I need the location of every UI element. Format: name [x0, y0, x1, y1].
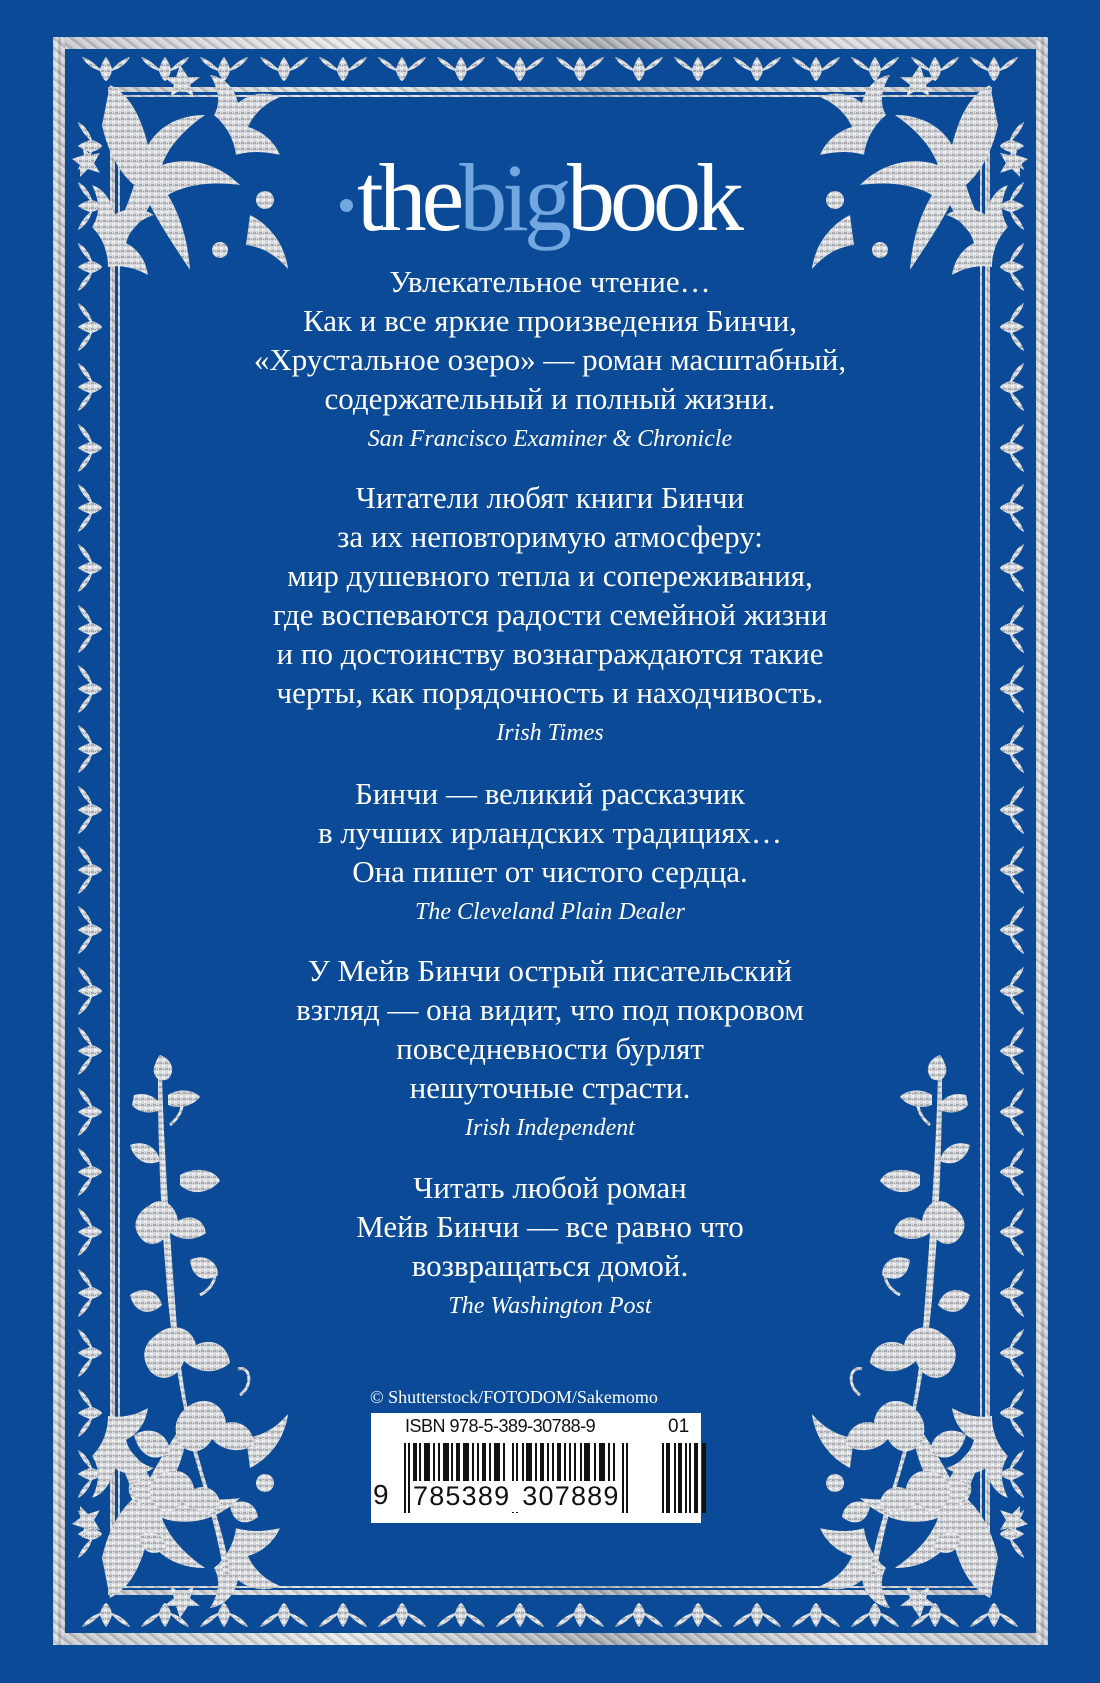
quote-source: The Cleveland Plain Dealer: [415, 899, 685, 925]
quote-line: черты, как порядочность и находчивость.: [276, 675, 824, 710]
frame-band-bottom: [53, 1633, 1048, 1645]
quote-line: Бинчи — великий рассказчик: [355, 776, 745, 811]
quote-source: San Francisco Examiner & Chronicle: [367, 426, 733, 452]
barcode-digit-first: 9: [373, 1479, 389, 1510]
frame-band-right: [1036, 37, 1048, 1645]
quote-line: Как и все яркие произведения Бинчи,: [302, 303, 798, 338]
quote-line: Мейв Бинчи — все равно что: [356, 1209, 744, 1244]
logo-book: book: [566, 144, 739, 251]
barcode-digits-group2: 307889: [522, 1481, 620, 1511]
review-quote: [140, 478, 960, 748]
image-credit: © Shutterstock/FOTODOM/Sakemomo: [370, 1387, 658, 1407]
frame-band-left: [53, 37, 65, 1645]
isbn-barcode: [371, 1413, 701, 1523]
quote-line: Она пишет от чистого сердца.: [352, 854, 748, 889]
quote-line: мир душевного тепла и сопереживания,: [287, 558, 813, 593]
inner-line-left: [110, 87, 115, 1595]
review-quote: [140, 774, 960, 927]
barcode-addon-label: 01: [668, 1416, 690, 1437]
review-quote: [140, 951, 960, 1143]
quote-line: за их неповторимую атмосферу:: [337, 519, 763, 554]
logo-dot-icon: [340, 199, 353, 212]
quote-source: Irish Times: [496, 720, 604, 746]
review-quote: [140, 1168, 960, 1321]
barcode-digits: [411, 1481, 622, 1512]
leaf-border-left: [76, 120, 102, 1560]
quote-line: «Хрустальное озеро» — роман масштабный,: [253, 342, 847, 377]
inner-line-right-thin: [980, 92, 982, 1590]
review-quote: [140, 262, 960, 454]
publisher-logo: [340, 144, 760, 260]
barcode-addon-bars-icon: [662, 1443, 709, 1513]
isbn-label: ISBN 978-5-389-30788-9: [405, 1416, 596, 1436]
quote-source: Irish Independent: [465, 1115, 635, 1141]
quote-line: Читатели любят книги Бинчи: [355, 480, 745, 515]
quote-line: повседневности бурлят: [396, 1031, 704, 1066]
inner-line-right: [985, 87, 990, 1595]
quote-line: У Мейв Бинчи острый писательский: [307, 953, 793, 988]
quote-line: содержательный и полный жизни.: [324, 381, 776, 416]
logo-the: the: [357, 144, 460, 251]
quote-line: взгляд — она видит, что под покровом: [296, 992, 804, 1027]
logo-big: big: [459, 144, 567, 251]
quote-line: нешуточные страсти.: [409, 1070, 691, 1105]
quote-line: Читать любой роман: [413, 1170, 687, 1205]
quote-line: в лучших ирландских традициях…: [317, 815, 783, 850]
quote-line: Увлекательное чтение…: [389, 264, 711, 299]
leaf-border-right: [1000, 120, 1026, 1560]
frame-band-top: [53, 37, 1048, 49]
barcode-digits-group1: 785389: [413, 1481, 511, 1511]
quote-line: и по достоинству вознаграждаются такие: [276, 636, 824, 671]
quote-source: The Washington Post: [448, 1293, 652, 1319]
quote-line: возвращаться домой.: [411, 1248, 689, 1283]
quote-line: где воспеваются радости семейной жизни: [272, 597, 828, 632]
